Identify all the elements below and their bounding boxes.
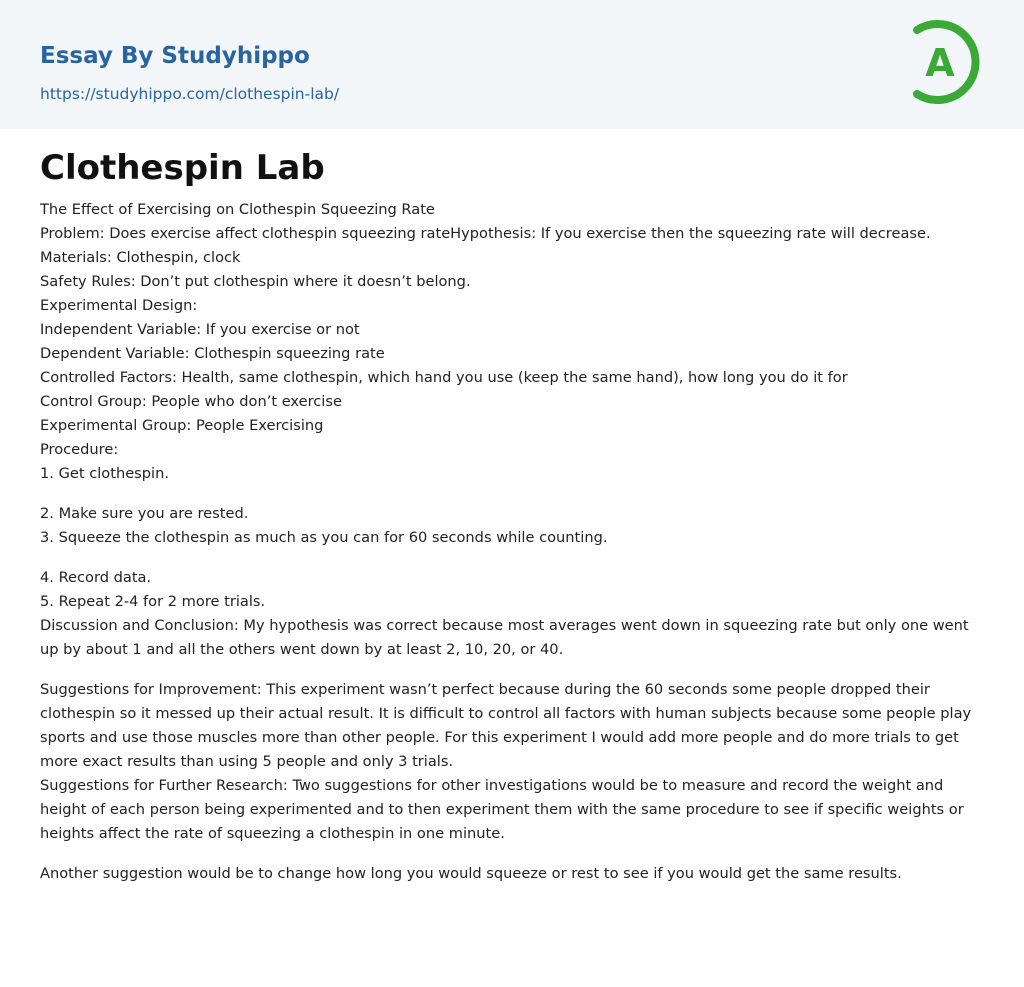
procedure-step-3: 3. Squeeze the clothespin as much as you can for 60 seconds while counting.: [40, 529, 608, 546]
procedure-step-1: 1. Get clothespin.: [40, 465, 169, 482]
brand-title: Essay By Studyhippo: [40, 43, 310, 69]
procedure-step-2: 2. Make sure you are rested.: [40, 505, 249, 522]
paragraph-experimental-group: Experimental Group: People Exercising: [40, 417, 324, 434]
logo[interactable]: [911, 18, 987, 106]
paragraph-further-research: Suggestions for Further Research: Two suggestions for other investigations would be to measure and record the weight and height of each person being experimented and to then experiment them with the same procedure to see if specific weights or heights affect the rate of squeezing a clothespin in one minute.: [40, 777, 964, 842]
essay-body: [40, 142, 980, 886]
paragraph-discussion: Discussion and Conclusion: My hypothesis was correct because most averages went down in squeezing rate but only one went up by about 1 and all the others went down by at least 2, 10, 20, or 40.: [40, 617, 969, 658]
paragraph-problem: Problem: Does exercise affect clothespin squeezing rateHypothesis: If you exercise then the squeezing rate will decrease.: [40, 225, 931, 242]
paragraph-safety: Safety Rules: Don’t put clothespin where it doesn’t belong.: [40, 273, 471, 290]
paragraph-materials: Materials: Clothespin, clock: [40, 249, 241, 266]
procedure-step-5: 5. Repeat 2-4 for 2 more trials.: [40, 593, 266, 610]
essay-subtitle: The Effect of Exercising on Clothespin Squeezing Rate: [40, 201, 435, 218]
paragraph-independent-variable: Independent Variable: If you exercise or not: [40, 321, 360, 338]
logo-letter: A: [925, 41, 955, 85]
procedure-step-4: 4. Record data.: [40, 569, 152, 586]
paragraph-procedure: Procedure:: [40, 441, 119, 458]
logo-icon: [911, 18, 987, 106]
paragraph-controlled-factors: Controlled Factors: Health, same clothespin, which hand you use (keep the same hand), how long you do it for: [40, 369, 848, 386]
essay-title: Clothespin Lab: [40, 148, 325, 188]
paragraph-design: Experimental Design:: [40, 297, 198, 314]
paragraph-another-suggestion: Another suggestion would be to change how long you would squeeze or rest to see if you would get the same results.: [40, 865, 902, 882]
paragraph-control-group: Control Group: People who don’t exercise: [40, 393, 342, 410]
site-header: [0, 0, 1024, 129]
paragraph-improvement: Suggestions for Improvement: This experiment wasn’t perfect because during the 60 seconds some people dropped their clothespin so it messed up their actual result. It is difficult to control all factors with human subjects because some people play sports and use those muscles more than other people. For this experiment I would add more people and do more trials to get more exact results than using 5 people and only 3 trials.: [40, 681, 972, 770]
essay-url-link[interactable]: https://studyhippo.com/clothespin-lab/: [40, 85, 340, 103]
paragraph-dependent-variable: Dependent Variable: Clothespin squeezing rate: [40, 345, 385, 362]
